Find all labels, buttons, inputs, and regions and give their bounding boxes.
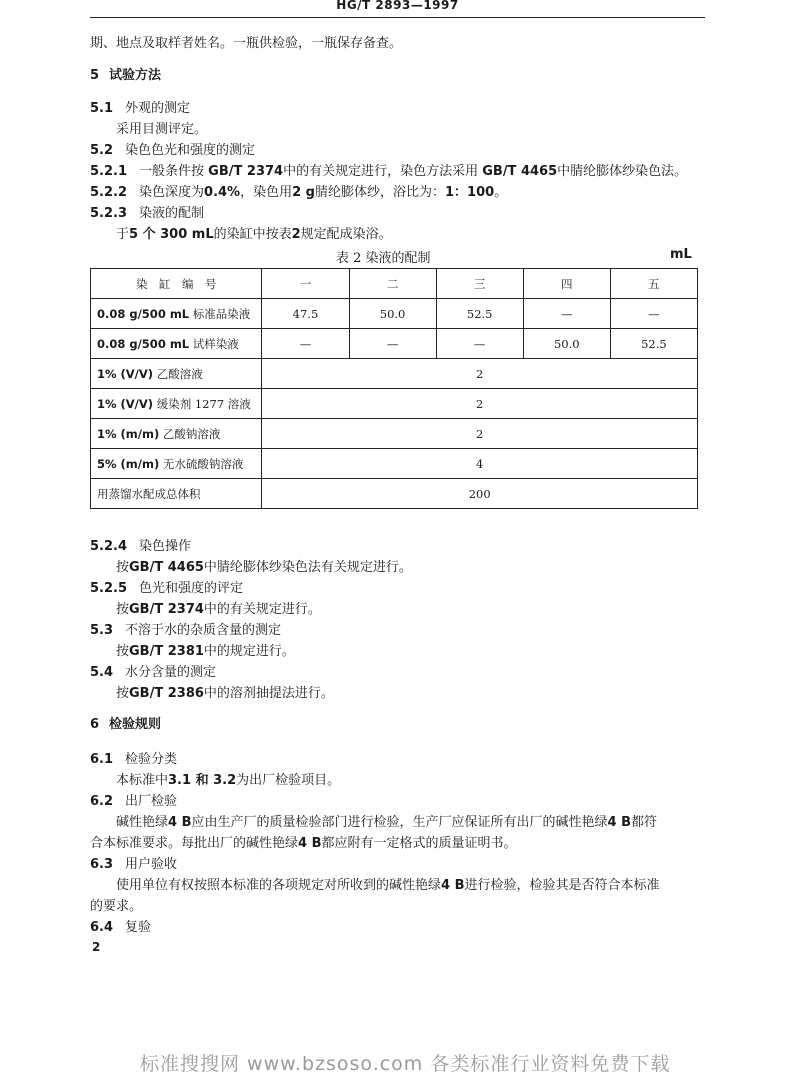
section-5-4-heading [90,664,216,682]
section-number: 5.2.5 [90,581,128,596]
table-cell: — [349,329,436,359]
table-header-row [91,269,698,299]
section-title: 复验 [125,920,152,935]
table-cell-merged: 4 [262,449,698,479]
section-number: 5.2.4 [90,539,128,554]
section-title: 试验方法 [109,68,162,83]
footer-watermark: 标准搜搜网 www.bzsoso.com 各类标准行业资料免费下载 [140,1053,671,1075]
section-5-3-body: 按GB/T 2381中的规定进行。 [116,644,295,659]
table-cell: 50.0 [523,329,610,359]
dye-bath-table [90,268,698,509]
table-cell: — [436,329,523,359]
table-row [91,359,698,389]
table-cell: 50.0 [349,299,436,329]
column-header: 三 [436,269,523,299]
section-title: 不溶于水的杂质含量的测定 [125,623,282,638]
table-unit: mL [670,247,692,262]
table-row [91,329,698,359]
column-header: 一 [262,269,349,299]
row-label: 5% (m/m) 无水硫酸钠溶液 [91,449,262,479]
section-number: 6 [90,717,100,732]
section-number: 5.2.2 [90,185,128,200]
row-label: 1% (m/m) 乙酸钠溶液 [91,419,262,449]
section-number: 5.4 [90,665,114,680]
section-title: 水分含量的测定 [125,665,217,680]
table-cell: — [523,299,610,329]
section-6-2-body-line-2: 合本标准要求。每批出厂的碱性艳绿4 B都应附有一定格式的质量证明书。 [90,836,517,851]
section-title: 色光和强度的评定 [139,581,244,596]
table-cell: — [262,329,349,359]
section-6-1-body: 本标准中3.1 和 3.2为出厂检验项目。 [116,773,341,788]
row-label: 1% (V/V) 缓染剂 1277 溶液 [91,389,262,419]
section-5-2-4-body: 按GB/T 4465中腈纶膨体纱染色法有关规定进行。 [116,560,412,575]
section-title: 染液的配制 [139,206,205,221]
table-row [91,419,698,449]
row-label: 用蒸馏水配成总体积 [91,479,262,509]
column-header: 五 [610,269,697,299]
section-5-3-heading [90,622,281,640]
section-5-2-3-heading [90,205,204,223]
table-cell: — [610,299,697,329]
section-6-3-body-line-1: 使用单位有权按照本标准的各项规定对所收到的碱性艳绿4 B进行检验，检验其是否符合本标准 [116,878,660,893]
column-header: 二 [349,269,436,299]
section-5-2-heading [90,142,255,160]
table-row [91,449,698,479]
section-number: 5.3 [90,623,114,638]
table-cell-merged: 2 [262,359,698,389]
table-caption: 表 2 染液的配制 [336,251,431,266]
section-title: 出厂检验 [125,794,178,809]
section-title: 外观的测定 [125,101,191,116]
standard-reference: GB/T 4465 [482,164,558,179]
section-5-2-3-body: 于5 个 300 mL的染缸中按表2规定配成染浴。 [116,227,392,242]
row-label: 0.08 g/500 mL 标准品染液 [91,299,262,329]
table-cell: 52.5 [436,299,523,329]
section-title: 检验规则 [109,717,162,732]
section-number: 6.4 [90,920,114,935]
section-5-1-heading [90,100,190,118]
section-6-heading [90,716,161,734]
section-5-2-5-heading [90,580,243,598]
table-header-label: 染 缸 编 号 [91,269,262,299]
section-number: 6.2 [90,794,114,809]
section-5-1-body: 采用目测评定。 [116,122,208,137]
section-title: 染色操作 [139,539,192,554]
section-title: 染色色光和强度的测定 [125,143,256,158]
section-number: 5 [90,68,100,83]
table-cell-merged: 200 [262,479,698,509]
section-6-4-heading [90,919,151,937]
table-row [91,299,698,329]
section-5-2-5-body: 按GB/T 2374中的有关规定进行。 [116,602,321,617]
running-header: HG/T 2893—1997 [90,0,705,18]
section-6-2-body-line-1: 碱性艳绿4 B应由生产厂的质量检验部门进行检验，生产厂应保证所有出厂的碱性艳绿4 B都符 [116,815,658,830]
section-5-heading [90,67,161,85]
section-5-2-1: 5.2.1 一般条件按 GB/T 2374中的有关规定进行，染色方法采用 GB/T 4465中腈纶膨体纱染色法。 [90,164,688,179]
section-5-4-body: 按GB/T 2386中的溶剂抽提法进行。 [116,686,334,701]
standard-reference: GB/T 2374 [208,164,284,179]
section-6-1-heading [90,751,177,769]
intro-line: 期、地点及取样者姓名。一瓶供检验，一瓶保存备查。 [90,36,403,51]
section-6-3-heading [90,856,177,874]
section-number: 5.1 [90,101,114,116]
section-5-2-2: 5.2.2 染色深度为0.4%，染色用2 g腈纶膨体纱，浴比为：1：100。 [90,185,508,200]
table-cell: 52.5 [610,329,697,359]
section-6-2-heading [90,793,177,811]
table-cell-merged: 2 [262,389,698,419]
section-5-2-4-heading [90,538,191,556]
page-number: 2 [92,940,101,954]
section-number: 5.2.1 [90,164,128,179]
row-label: 1% (V/V) 乙酸溶液 [91,359,262,389]
section-title: 检验分类 [125,752,178,767]
section-number: 5.2.3 [90,206,128,221]
section-6-3-body-line-2: 的要求。 [90,899,143,914]
row-label: 0.08 g/500 mL 试样染液 [91,329,262,359]
table-row [91,479,698,509]
column-header: 四 [523,269,610,299]
section-title: 用户验收 [125,857,178,872]
table-cell-merged: 2 [262,419,698,449]
section-number: 5.2 [90,143,114,158]
section-number: 6.1 [90,752,114,767]
table-cell: 47.5 [262,299,349,329]
table-row [91,389,698,419]
section-number: 6.3 [90,857,114,872]
